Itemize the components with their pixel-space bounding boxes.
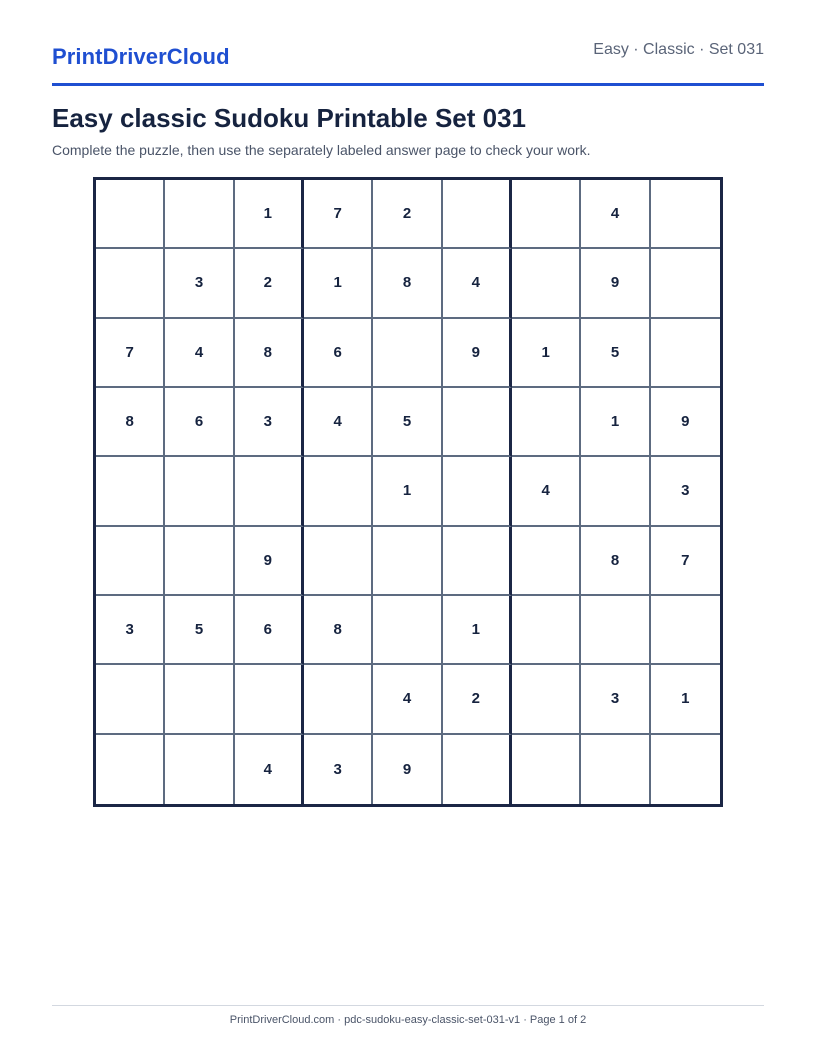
sudoku-cell[interactable]: 7 — [651, 527, 720, 596]
sudoku-cell[interactable]: 3 — [96, 596, 165, 665]
page-title: Easy classic Sudoku Printable Set 031 — [52, 103, 527, 133]
sudoku-cell[interactable] — [581, 735, 650, 804]
sudoku-cell[interactable]: 2 — [443, 665, 512, 734]
brand-logo: PrintDriverCloud — [52, 44, 230, 69]
sudoku-cell[interactable]: 4 — [373, 665, 442, 734]
sudoku-cell[interactable] — [651, 249, 720, 318]
sudoku-cell[interactable] — [96, 249, 165, 318]
sudoku-cell[interactable] — [96, 735, 165, 804]
sudoku-cell[interactable] — [165, 457, 234, 526]
sudoku-cell[interactable]: 5 — [165, 596, 234, 665]
sudoku-cell[interactable]: 3 — [235, 388, 304, 457]
sudoku-cell[interactable] — [235, 665, 304, 734]
sudoku-cell[interactable]: 1 — [651, 665, 720, 734]
sudoku-cell[interactable]: 7 — [304, 180, 373, 249]
sudoku-cell[interactable]: 4 — [304, 388, 373, 457]
sudoku-cell[interactable]: 9 — [235, 527, 304, 596]
sudoku-cell[interactable]: 4 — [512, 457, 581, 526]
sudoku-cell[interactable]: 6 — [165, 388, 234, 457]
sudoku-cell[interactable]: 4 — [581, 180, 650, 249]
sudoku-cell[interactable]: 1 — [512, 319, 581, 388]
sudoku-grid — [93, 177, 723, 807]
sudoku-cell[interactable]: 8 — [581, 527, 650, 596]
sudoku-cell[interactable]: 9 — [373, 735, 442, 804]
sudoku-cell[interactable]: 3 — [581, 665, 650, 734]
sudoku-cell[interactable]: 3 — [304, 735, 373, 804]
sudoku-cell[interactable] — [581, 596, 650, 665]
sudoku-cell[interactable]: 8 — [304, 596, 373, 665]
sudoku-cell[interactable] — [651, 735, 720, 804]
sudoku-cell[interactable] — [96, 457, 165, 526]
sudoku-cell[interactable] — [512, 527, 581, 596]
sudoku-cell[interactable] — [443, 180, 512, 249]
sudoku-cell[interactable]: 4 — [235, 735, 304, 804]
sudoku-cell[interactable]: 2 — [235, 249, 304, 318]
sudoku-cell[interactable] — [651, 180, 720, 249]
sudoku-cell[interactable] — [512, 388, 581, 457]
sudoku-cell[interactable] — [512, 735, 581, 804]
sudoku-cell[interactable] — [304, 665, 373, 734]
sudoku-cell[interactable]: 4 — [165, 319, 234, 388]
sudoku-cell[interactable] — [165, 180, 234, 249]
sudoku-cell[interactable]: 1 — [304, 249, 373, 318]
sudoku-cell[interactable]: 5 — [373, 388, 442, 457]
sudoku-cell[interactable]: 3 — [651, 457, 720, 526]
sudoku-cell[interactable] — [512, 665, 581, 734]
sudoku-cell[interactable]: 5 — [581, 319, 650, 388]
sudoku-cell[interactable] — [651, 596, 720, 665]
sudoku-cell[interactable] — [443, 527, 512, 596]
sudoku-cell[interactable] — [443, 457, 512, 526]
sudoku-cell[interactable] — [235, 457, 304, 526]
sudoku-cell[interactable]: 6 — [304, 319, 373, 388]
sudoku-cell[interactable] — [96, 527, 165, 596]
sudoku-cell[interactable] — [512, 249, 581, 318]
sudoku-cell[interactable] — [651, 319, 720, 388]
sudoku-cell[interactable] — [96, 665, 165, 734]
sudoku-cell[interactable]: 6 — [235, 596, 304, 665]
sudoku-cell[interactable] — [443, 735, 512, 804]
sudoku-cell[interactable] — [373, 319, 442, 388]
sudoku-cell[interactable] — [304, 457, 373, 526]
sudoku-cell[interactable] — [373, 596, 442, 665]
sudoku-cell[interactable]: 9 — [443, 319, 512, 388]
sudoku-cell[interactable]: 8 — [373, 249, 442, 318]
footer-divider — [52, 1005, 764, 1006]
sudoku-cell[interactable] — [165, 527, 234, 596]
sudoku-cell[interactable]: 8 — [96, 388, 165, 457]
page-subtitle: Complete the puzzle, then use the separately labeled answer page to check your work. — [52, 142, 591, 158]
sudoku-cell[interactable] — [304, 527, 373, 596]
sudoku-cell[interactable] — [165, 665, 234, 734]
sudoku-cell[interactable] — [373, 527, 442, 596]
page-footer: PrintDriverCloud.com · pdc-sudoku-easy-classic-set-031-v1 · Page 1 of 2 — [229, 1014, 587, 1026]
sudoku-cell[interactable]: 1 — [373, 457, 442, 526]
sudoku-cell[interactable]: 8 — [235, 319, 304, 388]
header-divider — [52, 83, 764, 86]
sudoku-cell[interactable] — [443, 388, 512, 457]
sudoku-cell[interactable]: 7 — [96, 319, 165, 388]
sudoku-cell[interactable]: 1 — [235, 180, 304, 249]
sudoku-cell[interactable]: 1 — [443, 596, 512, 665]
sudoku-cell[interactable]: 4 — [443, 249, 512, 318]
sudoku-cell[interactable] — [96, 180, 165, 249]
sudoku-cell[interactable] — [165, 735, 234, 804]
sudoku-cell[interactable] — [512, 596, 581, 665]
sudoku-cell[interactable]: 9 — [651, 388, 720, 457]
sudoku-cell[interactable]: 2 — [373, 180, 442, 249]
header-meta: Easy · Classic · Set 031 — [593, 41, 764, 58]
sudoku-cell[interactable]: 9 — [581, 249, 650, 318]
sudoku-cell[interactable] — [581, 457, 650, 526]
sudoku-cell[interactable] — [512, 180, 581, 249]
sudoku-cell[interactable]: 3 — [165, 249, 234, 318]
sudoku-cell[interactable]: 1 — [581, 388, 650, 457]
